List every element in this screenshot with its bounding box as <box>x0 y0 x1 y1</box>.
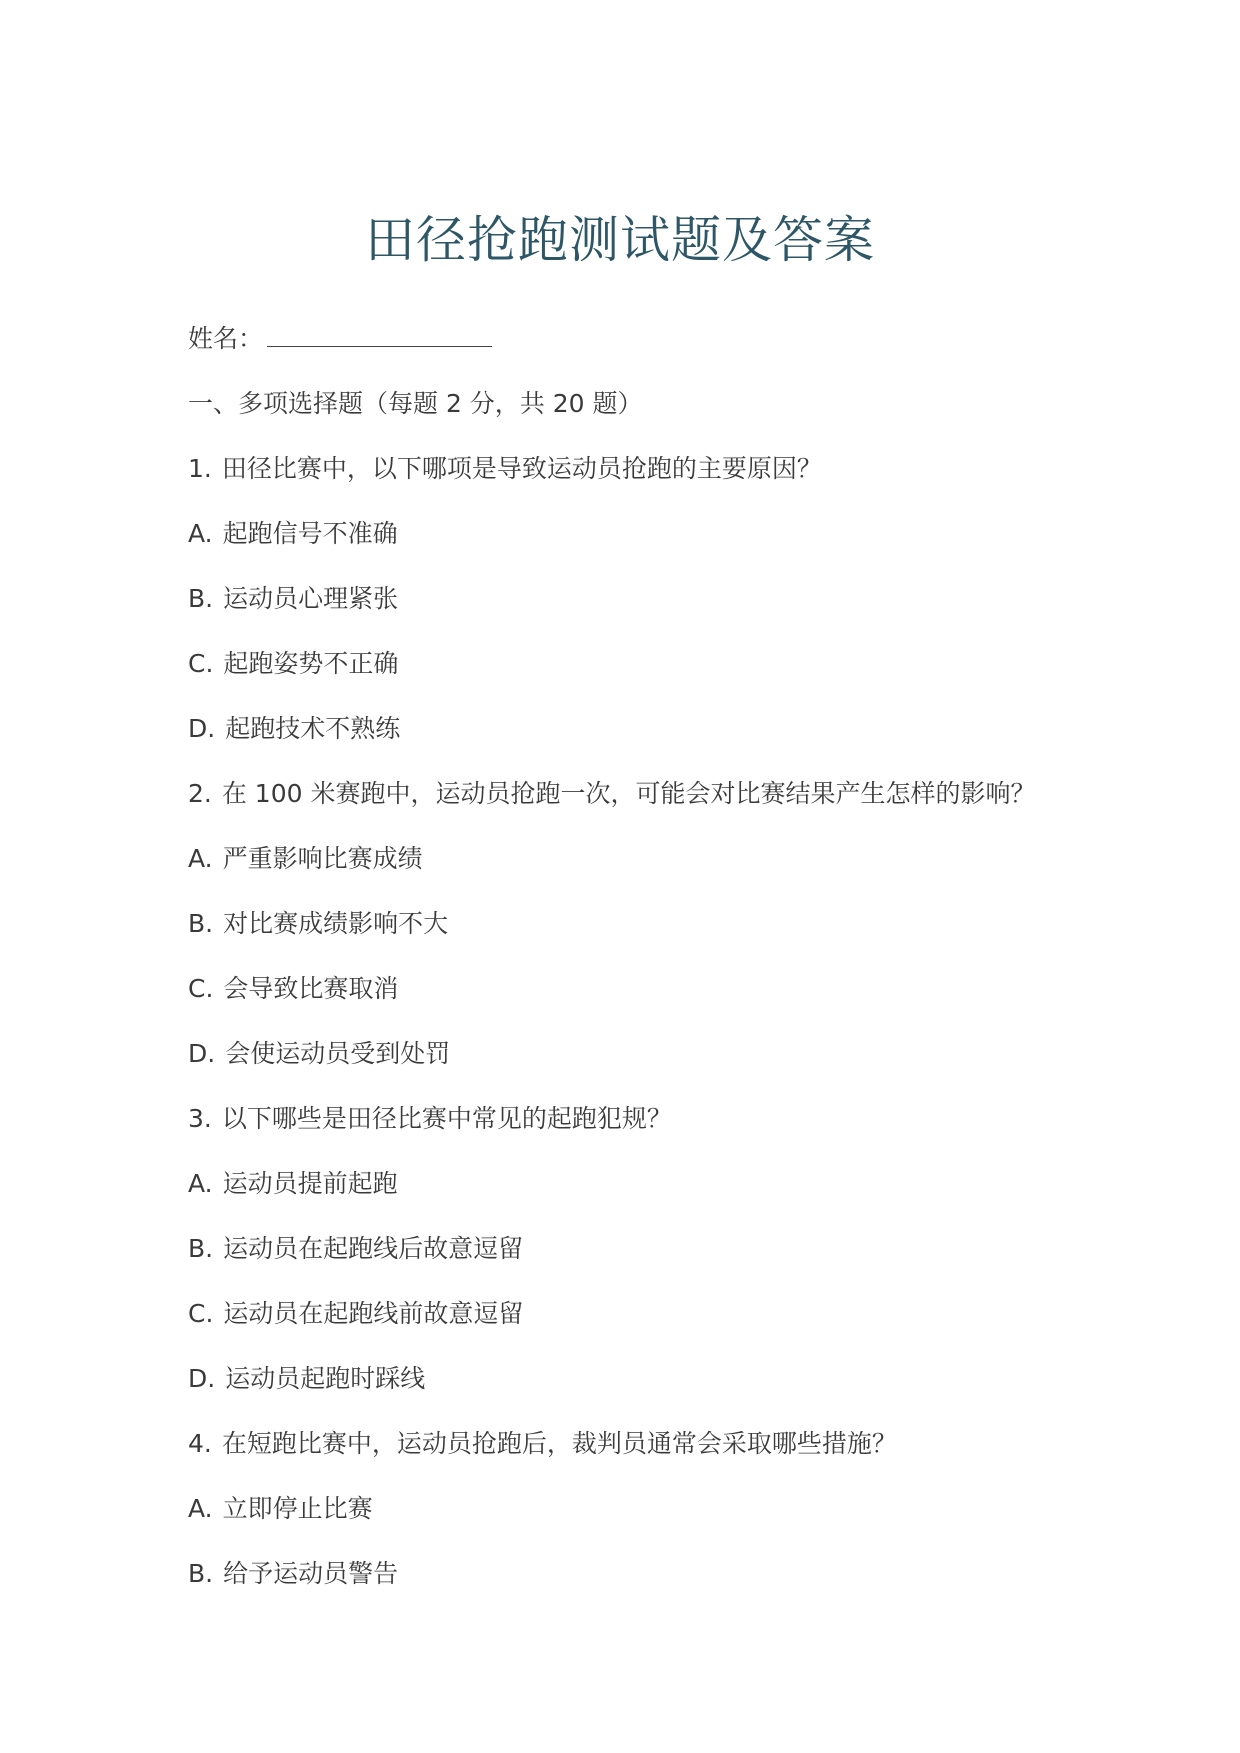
option-letter: B. <box>188 909 214 938</box>
question-text: 在 100 米赛跑中，运动员抢跑一次，可能会对比赛结果产生怎样的影响？ <box>221 779 1036 808</box>
option-3d <box>188 1361 425 1397</box>
option-letter: A. <box>188 1494 213 1523</box>
option-text: 运动员起跑时踩线 <box>225 1364 426 1393</box>
option-letter: A. <box>188 844 213 873</box>
option-letter: A. <box>188 1169 213 1198</box>
option-letter: C. <box>188 1299 214 1328</box>
option-1d <box>188 711 400 747</box>
question-number: 1. <box>188 454 212 483</box>
option-3b <box>188 1231 523 1267</box>
option-letter: B. <box>188 1559 214 1588</box>
option-letter: C. <box>188 974 214 1003</box>
name-label: 姓名： <box>188 324 264 353</box>
option-text: 运动员在起跑线前故意逗留 <box>223 1299 524 1328</box>
option-2b <box>188 906 448 942</box>
option-letter: A. <box>188 519 213 548</box>
option-text: 对比赛成绩影响不大 <box>223 909 449 938</box>
option-letter: D. <box>188 714 216 743</box>
option-text: 起跑姿势不正确 <box>223 649 399 678</box>
question-text: 在短跑比赛中，运动员抢跑后，裁判员通常会采取哪些措施？ <box>221 1429 897 1458</box>
option-4a <box>188 1491 373 1527</box>
page-title: 田径抢跑测试题及答案 <box>365 211 875 269</box>
question-text: 以下哪些是田径比赛中常见的起跑犯规？ <box>221 1104 672 1133</box>
question-1 <box>188 451 822 487</box>
option-text: 会导致比赛取消 <box>223 974 399 1003</box>
name-blank-line[interactable] <box>267 322 492 347</box>
question-number: 3. <box>188 1104 212 1133</box>
option-text: 严重影响比赛成绩 <box>222 844 423 873</box>
option-letter: D. <box>188 1039 216 1068</box>
option-text: 给予运动员警告 <box>223 1559 399 1588</box>
option-2a <box>188 841 423 877</box>
question-number: 4. <box>188 1429 212 1458</box>
option-text: 运动员心理紧张 <box>223 584 399 613</box>
name-field-row <box>188 321 492 357</box>
section-heading: 一、多项选择题（每题 2 分，共 20 题） <box>188 389 643 418</box>
option-text: 起跑信号不准确 <box>222 519 398 548</box>
option-text: 运动员在起跑线后故意逗留 <box>223 1234 524 1263</box>
option-letter: B. <box>188 1234 214 1263</box>
option-letter: D. <box>188 1364 216 1393</box>
option-1a <box>188 516 398 552</box>
question-text: 田径比赛中，以下哪项是导致运动员抢跑的主要原因？ <box>221 454 822 483</box>
option-text: 立即停止比赛 <box>222 1494 373 1523</box>
option-letter: B. <box>188 584 214 613</box>
question-4 <box>188 1426 897 1462</box>
option-text: 会使运动员受到处罚 <box>225 1039 451 1068</box>
option-2c <box>188 971 398 1007</box>
option-1b <box>188 581 398 617</box>
option-3a <box>188 1166 398 1202</box>
question-3 <box>188 1101 672 1137</box>
option-text: 起跑技术不熟练 <box>225 714 401 743</box>
option-3c <box>188 1296 523 1332</box>
option-4b <box>188 1556 398 1592</box>
option-2d <box>188 1036 450 1072</box>
question-2 <box>188 776 1035 812</box>
option-text: 运动员提前起跑 <box>222 1169 398 1198</box>
option-1c <box>188 646 398 682</box>
question-number: 2. <box>188 779 212 808</box>
option-letter: C. <box>188 649 214 678</box>
